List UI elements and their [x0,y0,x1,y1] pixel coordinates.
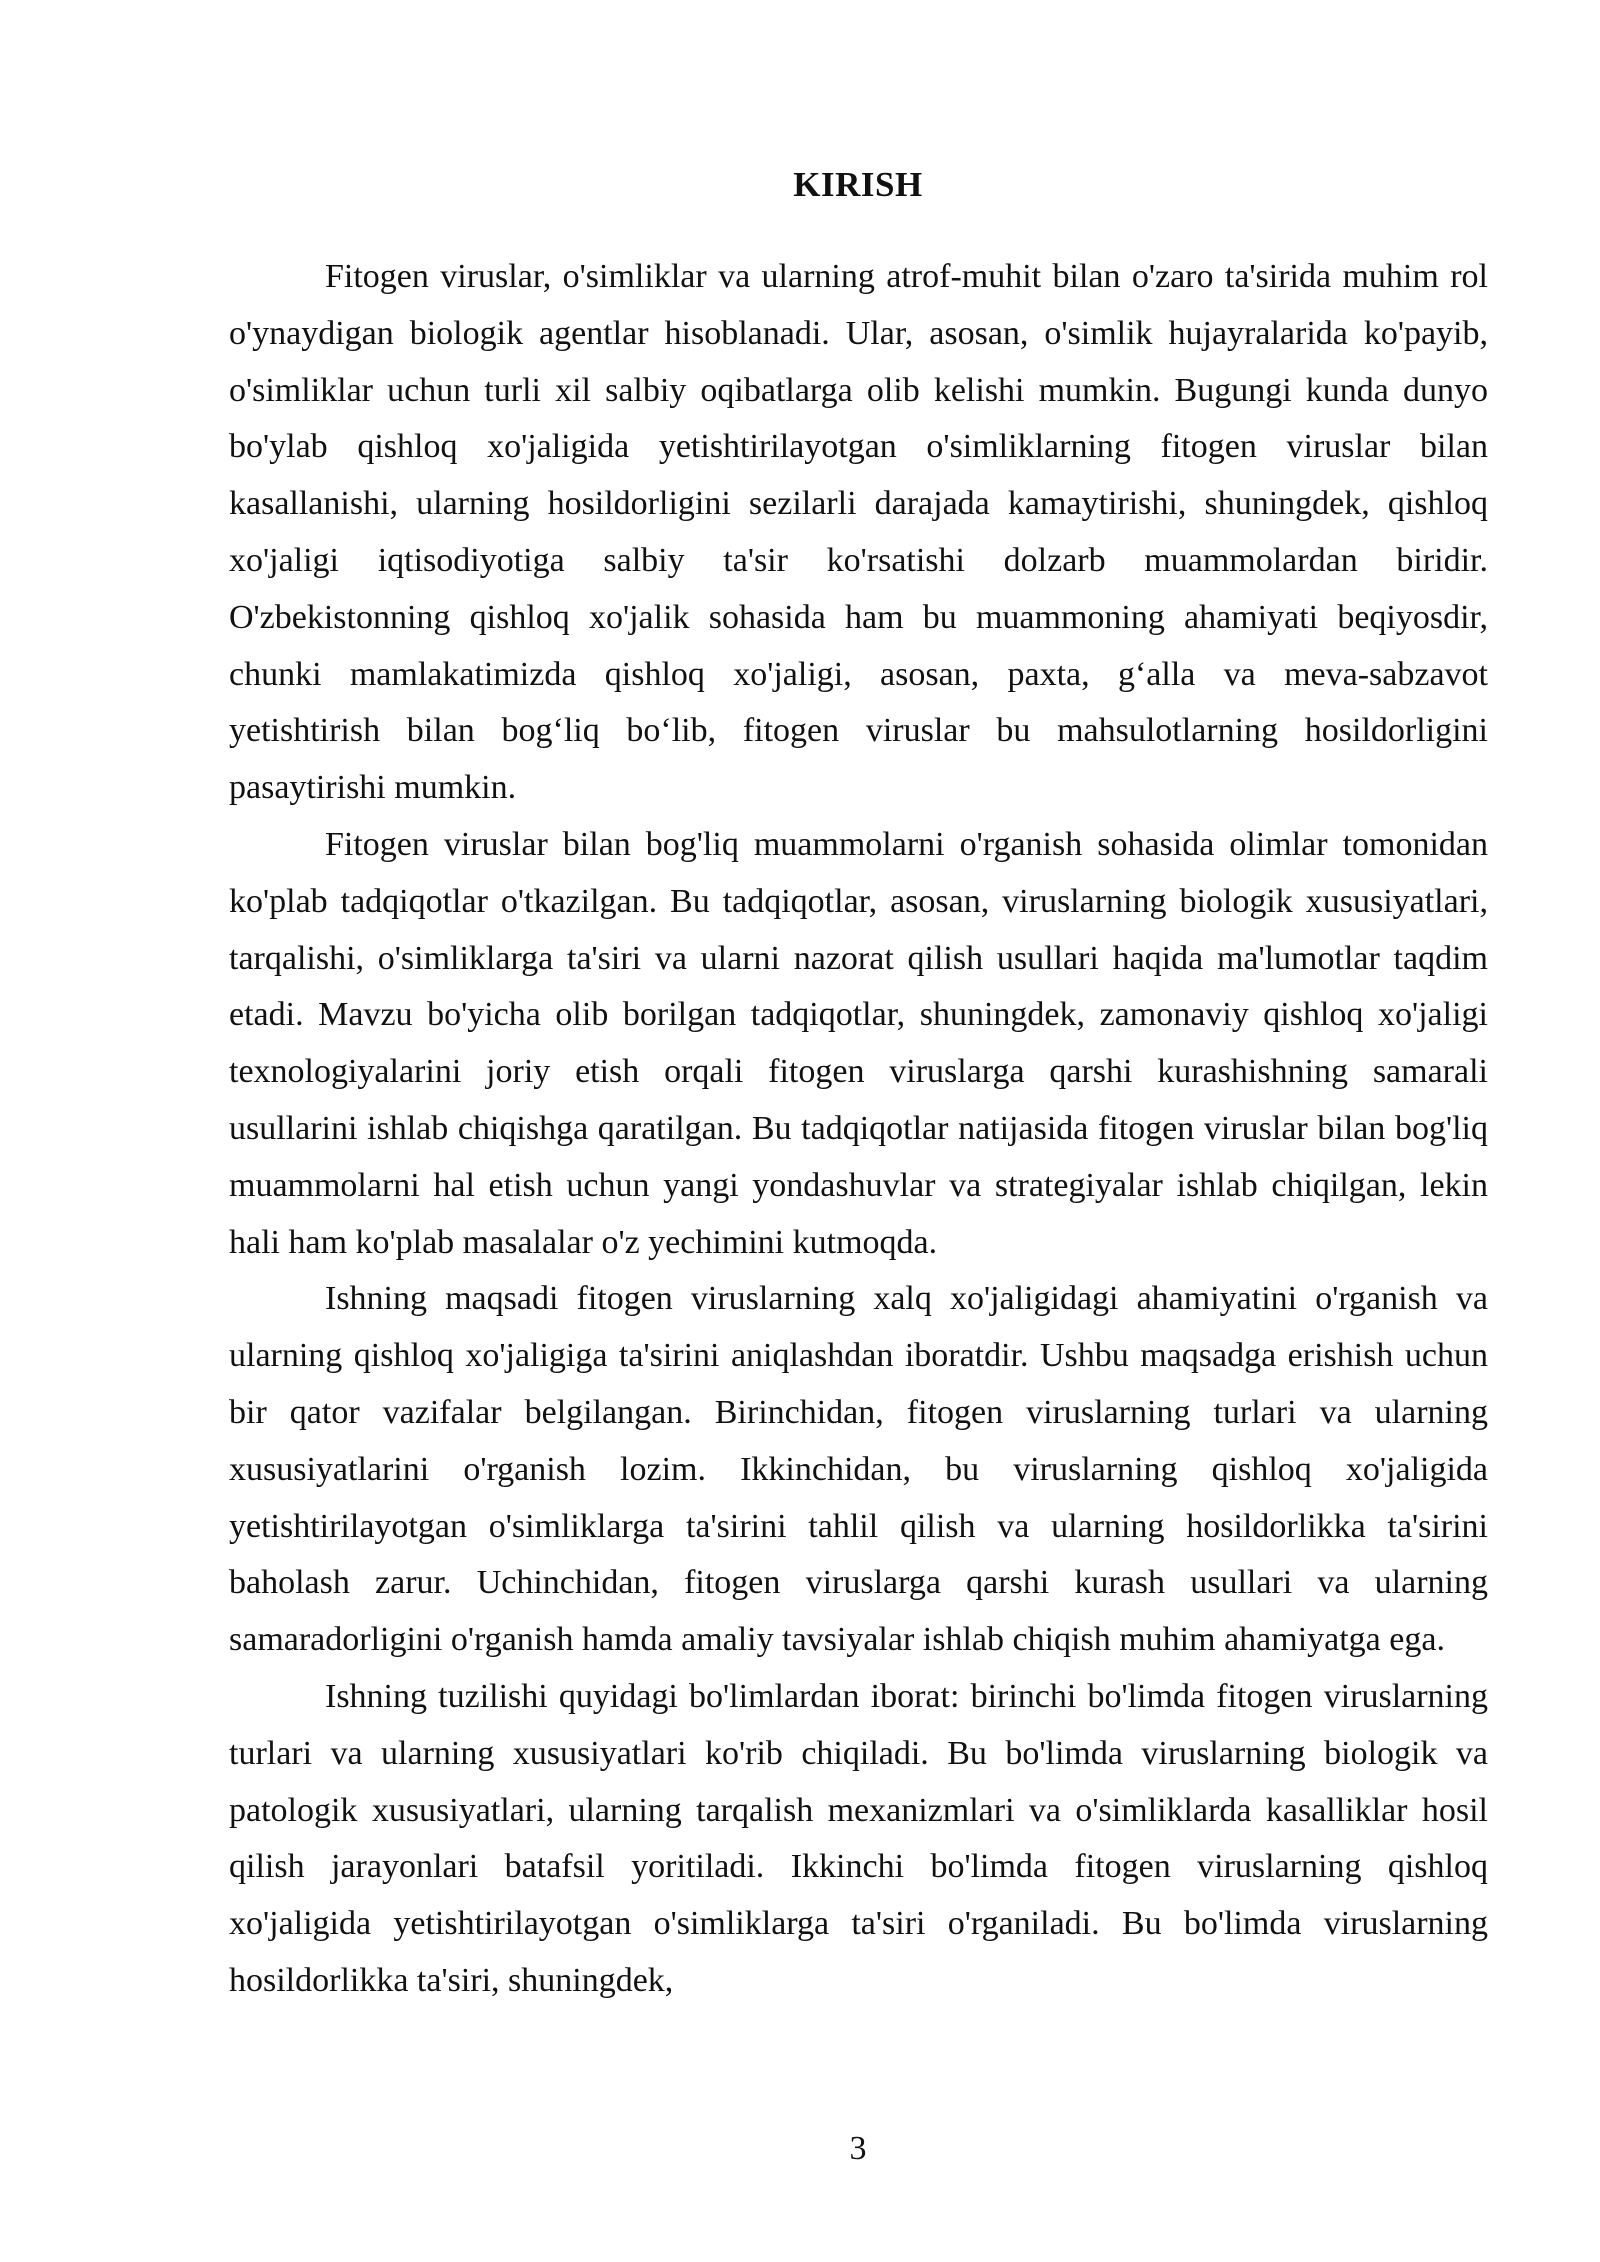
paragraph-objective: Ishning maqsadi fitogen viruslarning xalq xo'jaligidagi ahamiyatini o'rganish va ularning qishloq xo'jaligiga ta'sirini aniqlashdan iboratdir. Ushbu maqsadga erishish uchun bir qator vazifalar belgilangan. Birinchidan, fitogen viruslarning turlari va ularning xususiyatlarini o'rganish lozim. Ikkinchidan, bu viruslarning qishloq xo'jaligida yetishtirilayotgan o'simliklarga ta'sirini tahlil qilish va ularning hosildorlikka ta'sirini baholash zarur. Uchinchidan, fitogen viruslarga qarshi kurash usullari va ularning samaradorligini o'rganish hamda amaliy tavsiyalar ishlab chiqish muhim ahamiyatga ega. [229,1280,1488,1659]
body-text [229,249,1488,2010]
page-number: 3 [849,2130,867,2167]
paragraph-research-overview: Fitogen viruslar bilan bog'liq muammolarni o'rganish sohasida olimlar tomonidan ko'plab tadqiqotlar o'tkazilgan. Bu tadqiqotlar, asosan, viruslarning biologik xususiyatlari, tarqalishi, o'simliklarga ta'siri va ularni nazorat qilish usullari haqida ma'lumotlar taqdim etadi. Mavzu bo'yicha olib borilgan tadqiqotlar, shuningdek, zamonaviy qishloq xo'jaligi texnologiyalarini joriy etish orqali fitogen viruslarga qarshi kurashishning samarali usullarini ishlab chiqishga qaratilgan. Bu tadqiqotlar natijasida fitogen viruslar bilan bog'liq muammolarni hal etish uchun yangi yondashuvlar va strategiyalar ishlab chiqilgan, lekin hali ham ko'plab masalalar o'z yechimini kutmoqda. [229,825,1488,1261]
paragraph-structure: Ishning tuzilishi quyidagi bo'limlardan iborat: birinchi bo'limda fitogen viruslarning turlari va ularning xususiyatlari ko'rib chiqiladi. Bu bo'limda viruslarning biologik va patologik xususiyatlari, ularning tarqalish mexanizmlari va o'simliklarda kasalliklar hosil qilish jarayonlari batafsil yoritiladi. Ikkinchi bo'limda fitogen viruslarning qishloq xo'jaligida yetishtirilayotgan o'simliklarga ta'siri o'rganiladi. Bu bo'limda viruslarning hosildorlikka ta'siri, shuningdek, [229,1677,1488,1999]
paragraph-introduction: Fitogen viruslar, o'simliklar va ularning atrof-muhit bilan o'zaro ta'sirida muhim rol o'ynaydigan biologik agentlar hisoblanadi. Ular, asosan, o'simlik hujayralarida ko'payib, o'simliklar uchun turli xil salbiy oqibatlarga olib kelishi mumkin. Bugungi kunda dunyo bo'ylab qishloq xo'jaligida yetishtirilayotgan o'simliklarning fitogen viruslar bilan kasallanishi, ularning hosildorligini sezilarli darajada kamaytirishi, shuningdek, qishloq xo'jaligi iqtisodiyotiga salbiy ta'sir ko'rsatishi dolzarb muammolardan biridir. O'zbekistonning qishloq xo'jalik sohasida ham bu muammoning ahamiyati beqiyosdir, chunki mamlakatimizda qishloq xo'jaligi, asosan, paxta, g‘alla va meva-sabzavot yetishtirish bilan bog‘liq bo‘lib, fitogen viruslar bu mahsulotlarning hosildorligini pasaytirishi mumkin. [229,258,1488,807]
section-title: KIRISH [793,165,923,204]
